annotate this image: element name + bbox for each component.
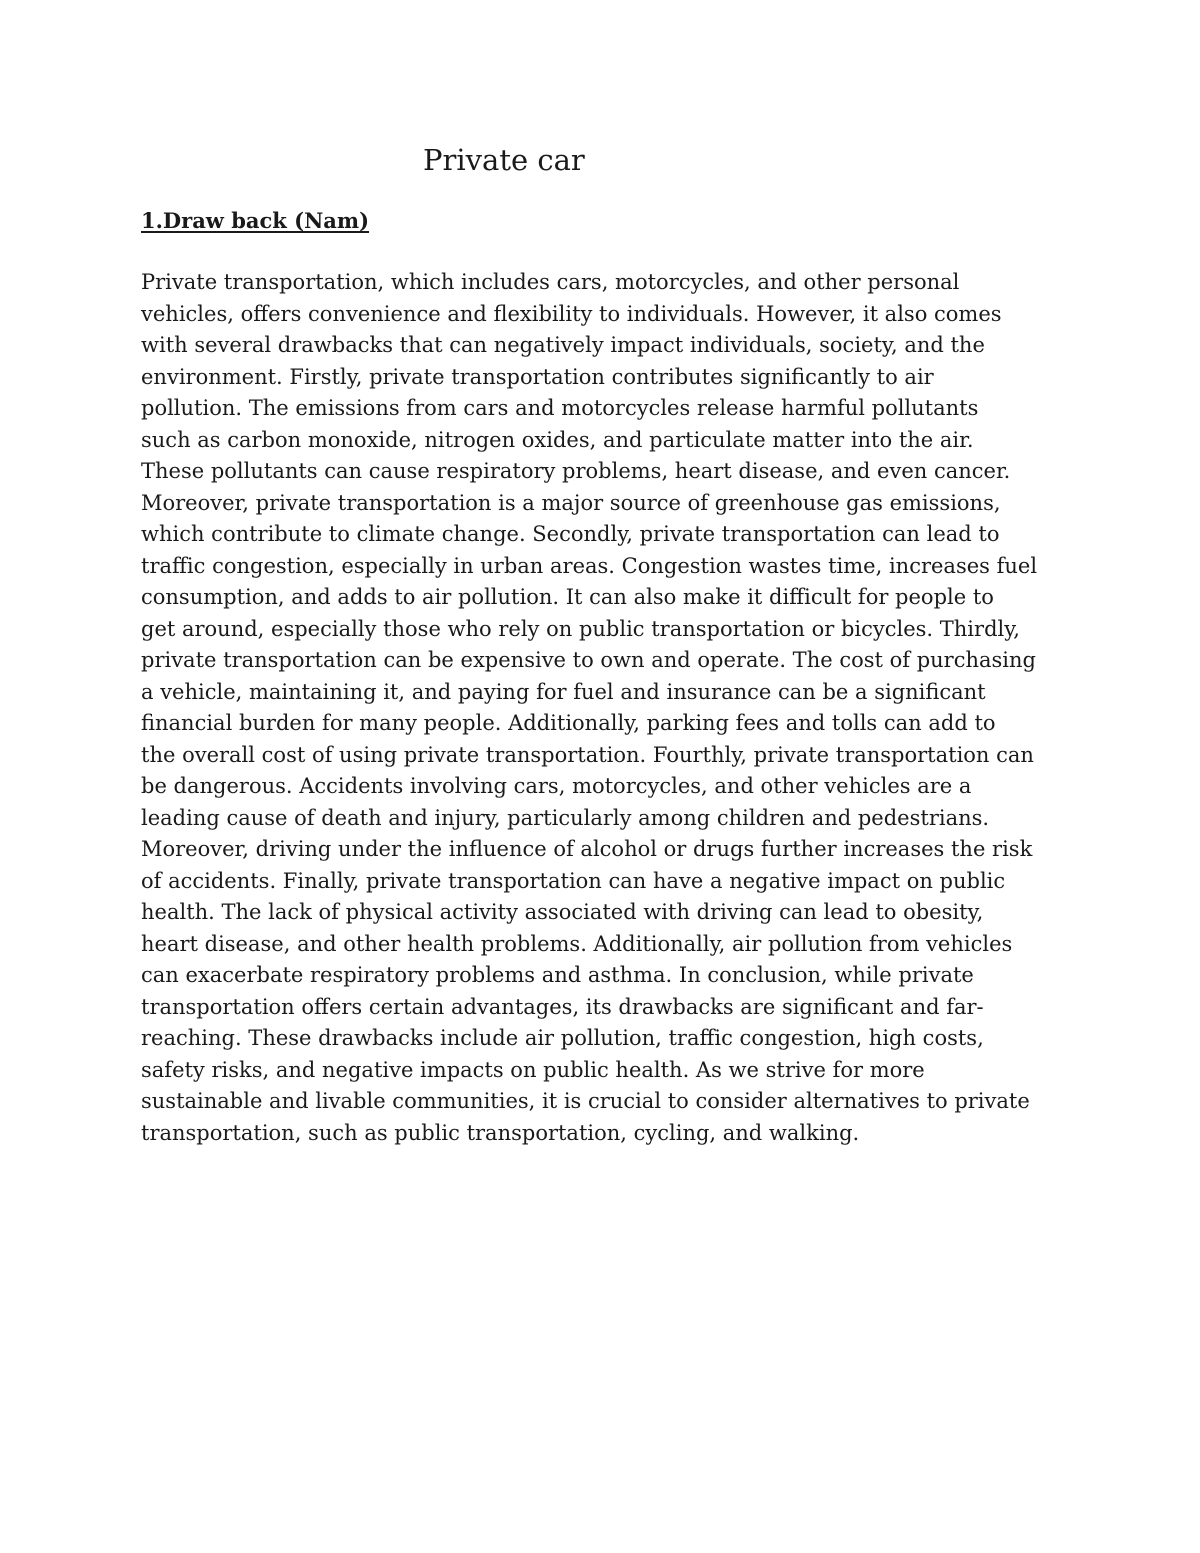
paragraph-line: can exacerbate respiratory problems and asthma. In conclusion, while private xyxy=(141,963,974,987)
section-heading: 1.Draw back (Nam) xyxy=(141,208,370,233)
paragraph-line: transportation offers certain advantages, its drawbacks are significant and far- xyxy=(141,994,984,1019)
paragraph-line: consumption, and adds to air pollution. It can also make it difficult for people to xyxy=(141,585,994,609)
paragraph-line: health. The lack of physical activity associated with driving can lead to obesity, xyxy=(141,900,984,924)
paragraph-line: private transportation can be expensive to own and operate. The cost of purchasing xyxy=(141,648,1036,672)
paragraph-line: pollution. The emissions from cars and motorcycles release harmful pollutants xyxy=(141,396,979,420)
page-title: Private car xyxy=(423,143,585,177)
paragraph-line: financial burden for many people. Additionally, parking fees and tolls can add to xyxy=(141,711,996,735)
paragraph-line: of accidents. Finally, private transportation can have a negative impact on public xyxy=(141,868,1006,893)
paragraph-line: heart disease, and other health problems. Additionally, air pollution from vehicles xyxy=(141,931,1013,956)
paragraph-line: a vehicle, maintaining it, and paying for fuel and insurance can be a significant xyxy=(141,679,986,704)
paragraph-line: leading cause of death and injury, particularly among children and pedestrians. xyxy=(141,805,990,830)
paragraph-line: traffic congestion, especially in urban areas. Congestion wastes time, increases fuel xyxy=(141,553,1038,578)
paragraph-line: get around, especially those who rely on public transportation or bicycles. Thirdly, xyxy=(141,616,1020,641)
paragraph-line: reaching. These drawbacks include air pollution, traffic congestion, high costs, xyxy=(141,1026,984,1050)
paragraph-line: Private transportation, which includes cars, motorcycles, and other personal xyxy=(141,270,960,294)
paragraph-line: the overall cost of using private transportation. Fourthly, private transportation can xyxy=(141,742,1034,767)
paragraph-line: vehicles, offers convenience and flexibility to individuals. However, it also comes xyxy=(141,301,1002,326)
body-paragraph xyxy=(141,267,1081,1149)
paragraph-line: environment. Firstly, private transportation contributes significantly to air xyxy=(141,364,934,389)
paragraph-line: safety risks, and negative impacts on public health. As we strive for more xyxy=(141,1057,925,1082)
paragraph-line: transportation, such as public transportation, cycling, and walking. xyxy=(141,1120,860,1145)
paragraph-line: with several drawbacks that can negatively impact individuals, society, and the xyxy=(141,333,985,357)
paragraph-line: sustainable and livable communities, it is crucial to consider alternatives to private xyxy=(141,1089,1030,1113)
paragraph-line: which contribute to climate change. Secondly, private transportation can lead to xyxy=(141,522,1000,546)
paragraph-line: Moreover, private transportation is a major source of greenhouse gas emissions, xyxy=(141,490,1001,515)
paragraph-line: These pollutants can cause respiratory problems, heart disease, and even cancer. xyxy=(141,459,1011,483)
paragraph-line: such as carbon monoxide, nitrogen oxides, and particulate matter into the air. xyxy=(141,427,974,452)
paragraph-line: Moreover, driving under the influence of alcohol or drugs further increases the risk xyxy=(141,837,1033,861)
paragraph-line: be dangerous. Accidents involving cars, motorcycles, and other vehicles are a xyxy=(141,774,972,798)
